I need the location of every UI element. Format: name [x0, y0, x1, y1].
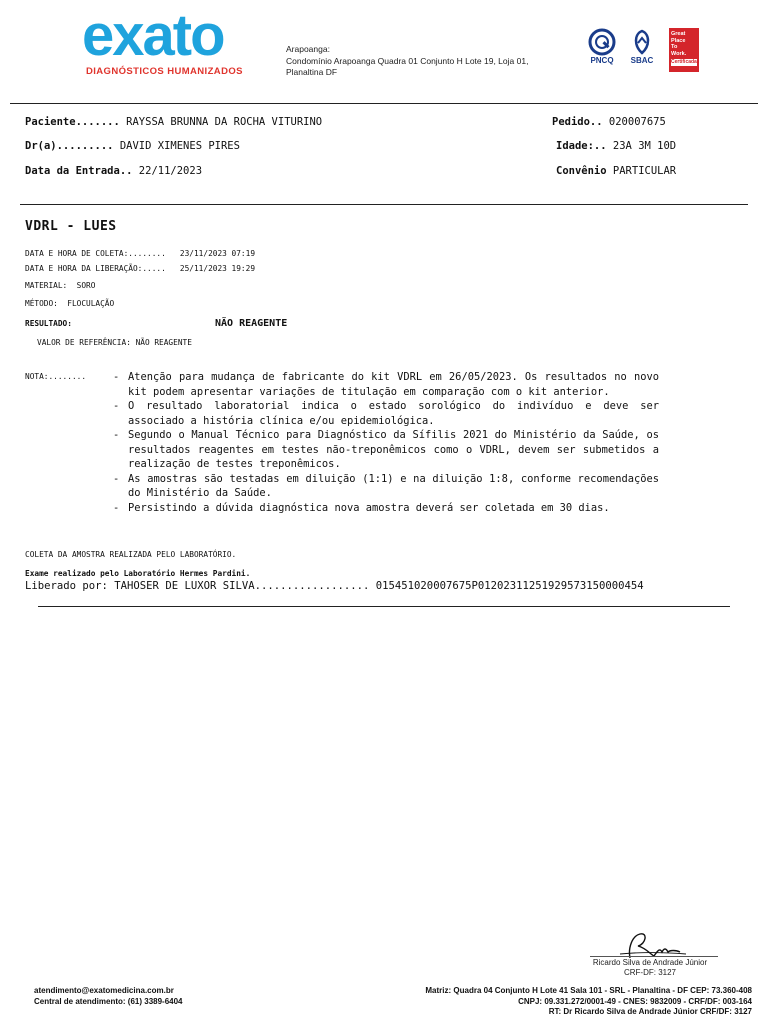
order-label: Pedido.. [552, 116, 603, 128]
reference-value: VALOR DE REFERÊNCIA: NÃO REAGENTE [37, 338, 192, 347]
notes-list [113, 370, 659, 515]
order-number: 020007675 [608, 116, 666, 128]
note-text: Atenção para mudança de fabricante do kit VDRL em 26/05/2023. Os resultados no novo kit podem apresentar variações de titulação em comparação com o kit anterior. [128, 371, 659, 398]
doctor-label: Dr(a)......... [25, 140, 114, 152]
footer-address: Matriz: Quadra 04 Conjunto H Lote 41 Sala 101 - SRL - Planaltina - DF CEP: 73.360-408 [425, 986, 752, 995]
signature-line [590, 956, 718, 957]
address-line: Condomínio Arapoanga Quadra 01 Conjunto H Lote 19, Loja 01, [286, 55, 529, 66]
note-label: NOTA:........ [25, 372, 87, 381]
age-value: 23A 3M 10D [612, 140, 677, 152]
exam-title: VDRL - LUES [25, 219, 117, 234]
note-item: - As amostras são testadas em diluição (1:1) e na diluição 1:8, conforme recomendações do Ministério da Saúde. [113, 472, 659, 499]
insurance-label: Convênio [556, 165, 607, 177]
exam-end-divider [38, 606, 730, 607]
note-text: O resultado laboratorial indica o estado sorológico do indivíduo e deve ser associado a história clínica e/ou epidemiológica. [128, 400, 659, 427]
patient-name-row [25, 115, 322, 129]
age-row [556, 139, 676, 153]
signer-crf: CRF-DF: 3127 [623, 968, 676, 977]
released-by: Liberado por: TAHOSER DE LUXOR SILVA.................. 015451020007675P01202311251929573150000454 [25, 580, 644, 592]
release-datetime: DATA E HORA DA LIBERAÇÃO:..... 25/11/2023 19:29 [25, 264, 256, 273]
address-line: Arapoanga: [286, 44, 330, 54]
note-item: - O resultado laboratorial indica o estado sorológico do indivíduo e deve ser associado a história clínica e/ou epidemiológica. [113, 400, 659, 427]
entry-date-label: Data da Entrada.. [25, 165, 133, 177]
patient-label: Paciente....... [25, 116, 120, 128]
pncq-badge [588, 28, 616, 65]
footer-contact [34, 986, 183, 1007]
footer-phone: Central de atendimento: (61) 3389-6404 [34, 996, 183, 1006]
collection-note: COLETA DA AMOSTRA REALIZADA PELO LABORATÓRIO. [25, 550, 237, 559]
signature-block [582, 958, 718, 978]
note-text: Persistindo a dúvida diagnóstica nova amostra deverá ser coletada em 30 dias. [128, 501, 610, 514]
doctor-name: DAVID XIMENES PIRES [119, 140, 240, 152]
pncq-seal-icon [588, 28, 616, 56]
footer-company [330, 986, 752, 1018]
doctor-row [25, 139, 240, 153]
unit-address [286, 44, 528, 79]
order-row [552, 115, 666, 129]
partner-lab-note: Exame realizado pelo Laboratório Hermes Pardini. [25, 569, 251, 578]
insurance-value: PARTICULAR [612, 165, 677, 177]
gptw-line: Great [671, 31, 686, 37]
gptw-sub: Certificada [671, 59, 697, 65]
footer-email: atendimento@exatomedicina.com.br [34, 986, 174, 995]
sbac-label: SBAC [630, 56, 654, 65]
note-text: As amostras são testadas em diluição (1:1) e na diluição 1:8, conforme recomendações do Ministério da Saúde. [128, 472, 659, 499]
note-item: - Atenção para mudança de fabricante do kit VDRL em 26/05/2023. Os resultados no novo kit podem apresentar variações de titulação em comparação com o kit anterior. [113, 371, 659, 398]
collection-datetime: DATA E HORA DE COLETA:........ 23/11/2023 07:19 [25, 249, 256, 258]
signer-name: Ricardo Silva de Andrade Júnior [592, 958, 708, 967]
great-place-to-work-badge [669, 28, 699, 72]
header-divider [10, 103, 758, 104]
patient-name: RAYSSA BRUNNA DA ROCHA VITURINO [126, 116, 323, 128]
material: MATERIAL: SORO [25, 281, 96, 290]
gptw-line: To [671, 44, 678, 50]
note-item: - Persistindo a dúvida diagnóstica nova amostra deverá ser coletada em 30 dias. [113, 501, 659, 516]
entry-date-row [25, 164, 202, 178]
insurance-row [556, 164, 676, 178]
gptw-line: Work. [671, 50, 687, 57]
sbac-seal-icon [628, 28, 656, 56]
pncq-label: PNCQ [590, 56, 614, 65]
result-value: NÃO REAGENTE [215, 318, 288, 329]
note-text: Segundo o Manual Técnico para Diagnóstico da Sífilis 2021 do Ministério da Saúde, os resultados reagentes em testes não-treponêmicos como o VDRL, devem ser submetidos a realização de testes treponêmicos. [128, 429, 659, 470]
entry-date: 22/11/2023 [138, 165, 203, 177]
age-label: Idade:.. [556, 140, 607, 152]
method: MÉTODO: FLOCULAÇÃO [25, 299, 115, 308]
footer-cnpj: CNPJ: 09.331.272/0001-49 - CNES: 9832009 - CRF/DF: 003-164 [518, 996, 752, 1006]
gptw-line: Place [671, 37, 686, 44]
sbac-badge [628, 28, 656, 65]
result-label: RESULTADO: [25, 319, 72, 328]
patient-divider [20, 204, 748, 205]
exato-logo: exato [82, 3, 224, 68]
logo-tagline: DIAGNÓSTICOS HUMANIZADOS [86, 66, 243, 77]
address-line: Planaltina DF [286, 67, 338, 77]
footer-rt: RT: Dr Ricardo Silva de Andrade Júnior CRF/DF: 3127 [548, 1007, 752, 1016]
note-item: - Segundo o Manual Técnico para Diagnóstico da Sífilis 2021 do Ministério da Saúde, os resultados reagentes em testes não-treponêmicos como o VDRL, devem ser submetidos a realização de testes treponêmicos. [113, 429, 659, 470]
